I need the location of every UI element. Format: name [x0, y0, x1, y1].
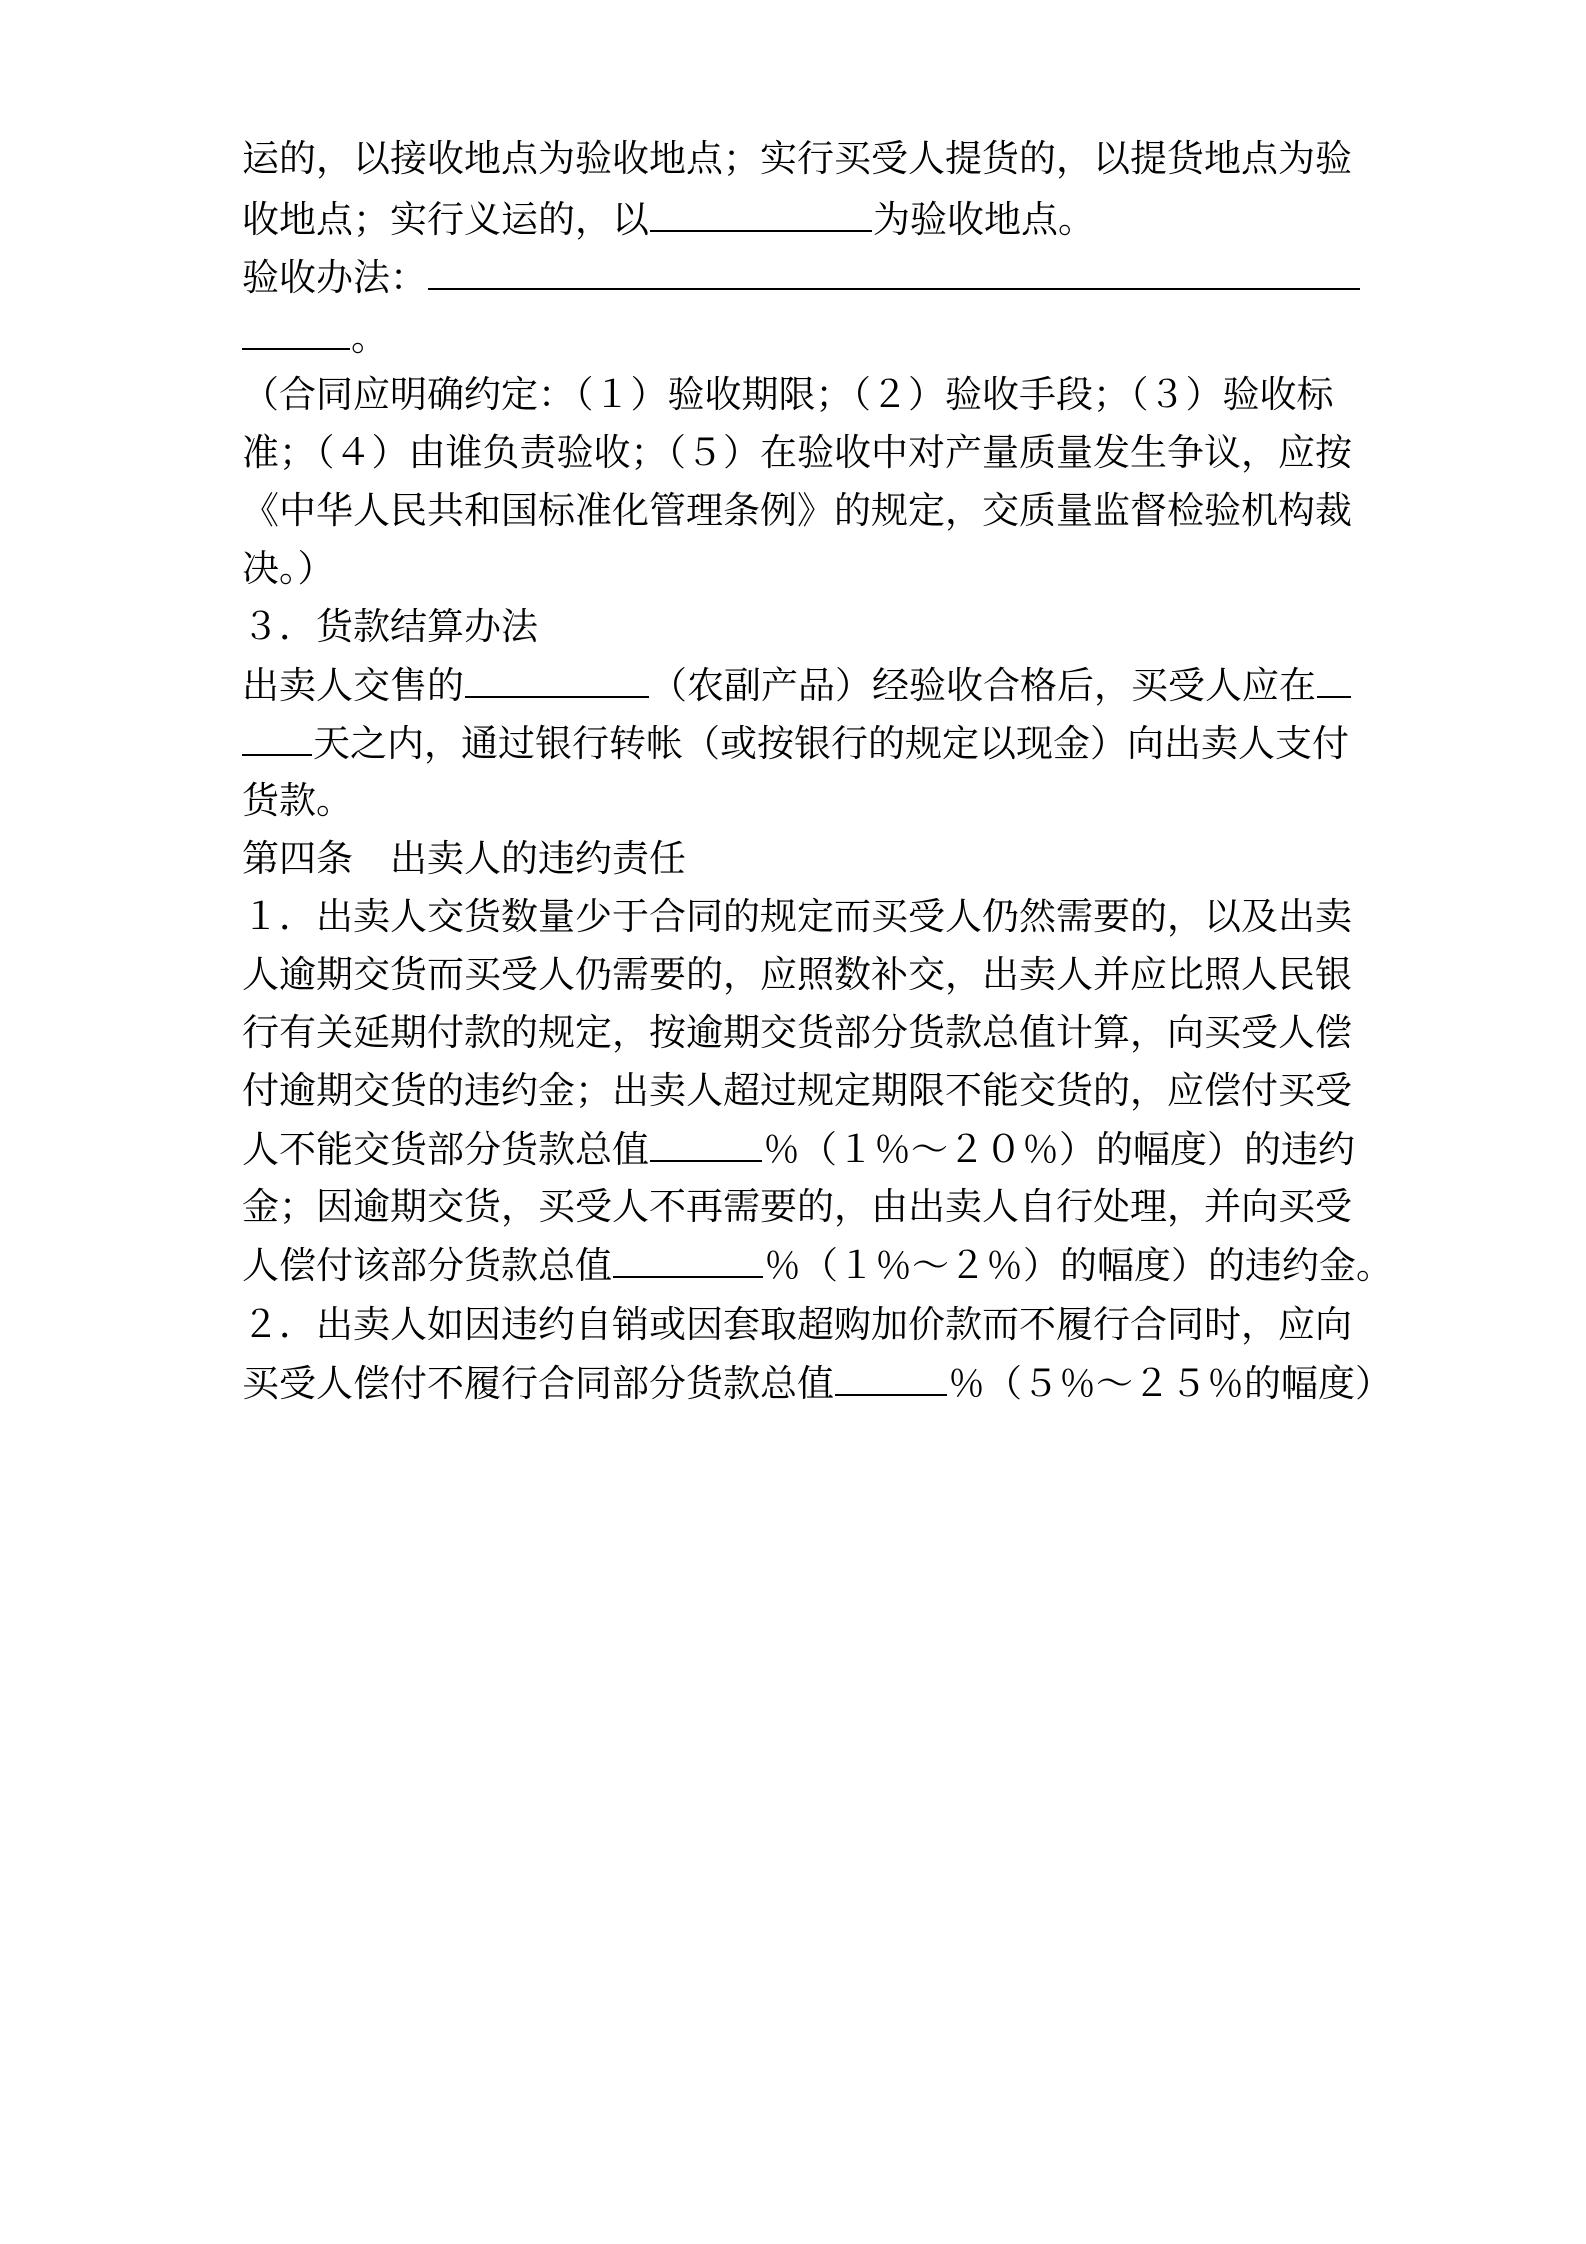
- text-line: [242, 1300, 1362, 1350]
- text-segment: 天之内，通过银行转帐（或按银行的规定以现金）向出卖人支付: [313, 722, 1349, 765]
- text-segment: 人偿付该部分货款总值: [242, 1244, 612, 1287]
- fill-in-blank: [428, 252, 1360, 290]
- text-line: [242, 892, 1362, 942]
- text-segment: ２．出卖人如因违约自销或因套取超购加价款而不履行合同时，应向: [242, 1303, 1352, 1346]
- text-line: [242, 486, 1362, 536]
- fill-in-blank: [1317, 660, 1351, 698]
- text-line: [242, 660, 1362, 710]
- fill-in-blank: [613, 1240, 763, 1278]
- text-line: [242, 194, 1362, 244]
- text-segment: 《中华人民共和国标准化管理条例》的规定，交质量监督检验机构裁: [242, 489, 1352, 532]
- text-segment: 付逾期交货的违约金；出卖人超过规定期限不能交货的，应偿付买受: [242, 1069, 1352, 1112]
- text-segment: 运的，以接收地点为验收地点；实行买受人提货的，以提货地点为验: [242, 137, 1352, 180]
- text-segment: ％（１％～２０％）的幅度）的违约: [763, 1128, 1355, 1171]
- text-line: [242, 1240, 1393, 1290]
- fill-in-blank: [835, 1358, 947, 1396]
- text-line: [242, 252, 1362, 302]
- fill-in-blank: [242, 312, 350, 350]
- text-segment: （农副产品）经验收合格后，买受人应在: [650, 664, 1316, 707]
- text-line: [242, 1358, 1392, 1408]
- text-segment: ％（１％～２％）的幅度）的违约金。: [764, 1244, 1393, 1287]
- text-line: [242, 1124, 1362, 1174]
- text-segment: 准；（４）由谁负责验收；（５）在验收中对产量质量发生争议，应按: [242, 431, 1352, 474]
- text-segment: 人不能交货部分货款总值: [242, 1128, 649, 1171]
- fill-in-blank: [242, 718, 312, 756]
- text-segment: 。: [351, 316, 388, 359]
- text-segment: １．出卖人交货数量少于合同的规定而买受人仍然需要的，以及出卖: [242, 895, 1352, 938]
- text-segment: ３．货款结算办法: [242, 605, 538, 648]
- fill-in-blank: [465, 660, 649, 698]
- text-segment: 金；因逾期交货，买受人不再需要的，由出卖人自行处理，并向买受: [242, 1185, 1352, 1228]
- text-segment: 出卖人交售的: [242, 664, 464, 707]
- text-line: [242, 950, 1362, 1000]
- text-line: [242, 718, 1362, 768]
- text-line: [242, 370, 1362, 420]
- text-segment: 买受人偿付不履行合同部分货款总值: [242, 1362, 834, 1405]
- text-segment: 行有关延期付款的规定，按逾期交货部分货款总值计算，向买受人偿: [242, 1011, 1352, 1054]
- text-line: [242, 312, 1362, 362]
- text-line: [242, 1008, 1362, 1058]
- fill-in-blank: [650, 1124, 762, 1162]
- text-segment: 决。）: [242, 547, 335, 590]
- section-heading: [242, 602, 1362, 652]
- text-segment: ％（５％～２５％的幅度）: [948, 1362, 1392, 1405]
- text-segment: 人逾期交货而买受人仍需要的，应照数补交，出卖人并应比照人民银: [242, 953, 1352, 996]
- text-line: [242, 428, 1362, 478]
- text-segment: 货款。: [242, 779, 353, 822]
- fill-in-blank: [650, 194, 872, 232]
- article-heading: [242, 834, 1362, 884]
- text-segment: 为验收地点。: [873, 198, 1095, 241]
- text-line: [242, 776, 1362, 826]
- text-line: [242, 1066, 1362, 1116]
- text-line: [242, 544, 1362, 594]
- text-segment: 收地点；实行义运的，以: [242, 198, 649, 241]
- text-segment: 验收办法：: [242, 256, 427, 299]
- text-line: [242, 1182, 1362, 1232]
- text-segment: 第四条 出卖人的违约责任: [242, 837, 686, 880]
- text-line: [242, 134, 1362, 184]
- text-segment: （合同应明确约定：（１）验收期限；（２）验收手段；（３）验收标: [242, 373, 1334, 416]
